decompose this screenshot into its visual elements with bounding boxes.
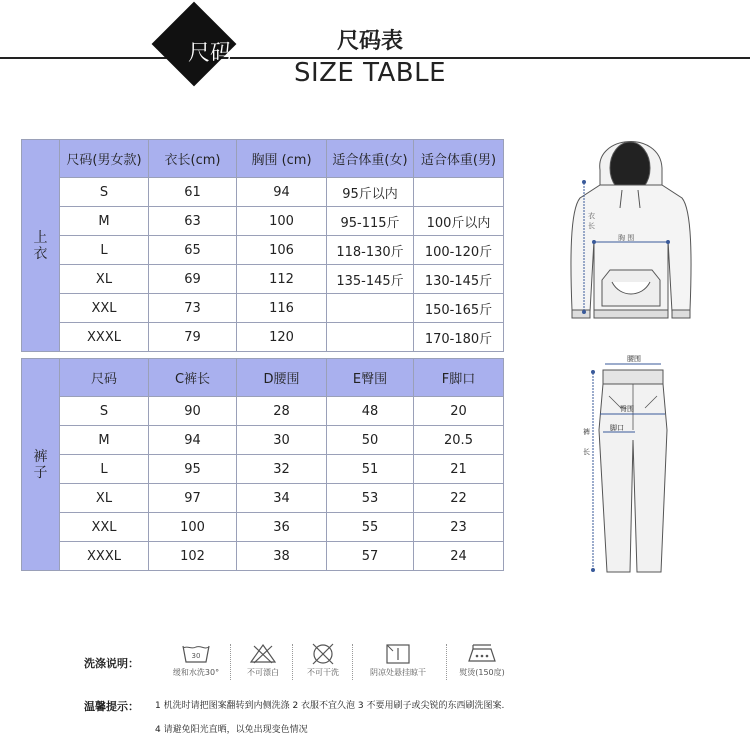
wash-temp-badge: 30 <box>191 652 201 660</box>
care-item-wash <box>168 642 224 678</box>
pants-length-char1: 裤 <box>583 428 590 436</box>
hoodie-length-char2: 长 <box>588 222 595 230</box>
wash-30-icon <box>181 642 211 666</box>
table-row <box>22 236 504 265</box>
pants-length-char2: 长 <box>583 448 590 456</box>
table-row <box>22 294 504 323</box>
table-cell: 51 <box>327 455 414 484</box>
care-separator <box>230 644 232 680</box>
tips-label: 温馨提示： <box>84 700 139 713</box>
table-cell: 48 <box>327 397 414 426</box>
table-cell: 112 <box>237 265 327 294</box>
table-cell: S <box>60 178 149 207</box>
column-header: E臀围 <box>327 359 414 397</box>
table-cell <box>414 178 504 207</box>
care-text-dry: 阴凉处悬挂晾干 <box>370 668 426 677</box>
table-row <box>22 426 504 455</box>
side-label-char: 衣 <box>33 245 48 262</box>
table-cell: 95 <box>149 455 237 484</box>
table-cell: XXXL <box>60 323 149 352</box>
table-cell: 150-165斤 <box>414 294 504 323</box>
table-cell: 97 <box>149 484 237 513</box>
column-header: 胸围 (cm) <box>237 140 327 178</box>
table-cell: 135-145斤 <box>327 265 414 294</box>
table-cell: 34 <box>237 484 327 513</box>
table-cell: S <box>60 397 149 426</box>
care-item-dryclean <box>295 642 351 678</box>
table-cell: M <box>60 207 149 236</box>
table-cell: 53 <box>327 484 414 513</box>
table-cell: 102 <box>149 542 237 571</box>
table-cell: 30 <box>237 426 327 455</box>
table-cell: XL <box>60 265 149 294</box>
table-row <box>22 265 504 294</box>
column-header: 衣长(cm) <box>149 140 237 178</box>
table-row <box>22 323 504 352</box>
table-header-row <box>22 140 504 178</box>
column-header: 尺码(男女款) <box>60 140 149 178</box>
pants-hip-label: 臀围 <box>620 405 634 413</box>
table-cell: 106 <box>237 236 327 265</box>
table-cell: 116 <box>237 294 327 323</box>
iron-150-icon <box>465 642 499 666</box>
table-cell: 65 <box>149 236 237 265</box>
side-label-char: 上 <box>33 229 48 246</box>
table-cell: 79 <box>149 323 237 352</box>
table-cell: 118-130斤 <box>327 236 414 265</box>
table-row <box>22 207 504 236</box>
line-dry-shade-icon <box>383 642 413 666</box>
pants-leg-label: 脚口 <box>610 424 624 432</box>
column-header: 适合体重(男) <box>414 140 504 178</box>
table-cell: 130-145斤 <box>414 265 504 294</box>
table-cell: 94 <box>149 426 237 455</box>
table-row <box>22 397 504 426</box>
no-bleach-icon <box>248 642 278 666</box>
table-cell: XL <box>60 484 149 513</box>
table-row <box>22 178 504 207</box>
care-separator <box>352 644 354 680</box>
table-cell: 120 <box>237 323 327 352</box>
table-cell: 100斤以内 <box>414 207 504 236</box>
care-item-bleach <box>235 642 291 678</box>
table-cell: 61 <box>149 178 237 207</box>
care-item-dry <box>358 642 438 678</box>
table-cell: 100-120斤 <box>414 236 504 265</box>
table-header-row <box>22 359 504 397</box>
table-cell <box>327 323 414 352</box>
top-size-table <box>21 139 504 352</box>
hoodie-diagram <box>550 130 710 330</box>
table-cell: XXL <box>60 294 149 323</box>
table-side-label <box>22 359 60 571</box>
table-cell: 63 <box>149 207 237 236</box>
care-text-dryclean: 不可干洗 <box>307 668 339 677</box>
table-row <box>22 455 504 484</box>
column-header: 适合体重(女) <box>327 140 414 178</box>
no-dryclean-icon <box>308 642 338 666</box>
table-cell: XXXL <box>60 542 149 571</box>
pants-diagram <box>575 350 685 580</box>
table-cell: L <box>60 236 149 265</box>
table-cell: 100 <box>237 207 327 236</box>
hoodie-chest-label: 胸 围 <box>618 234 635 242</box>
column-header: F脚口 <box>414 359 504 397</box>
table-row <box>22 542 504 571</box>
badge-label: 尺码 <box>187 41 232 66</box>
tips-line-1: 1 机洗时请把图案翻转到内侧洗涤 2 衣服不宜久泡 3 不要用刷子或尖锐的东西刷洗图案. <box>155 701 505 711</box>
care-text-iron: 熨烫(150度) <box>459 668 505 677</box>
table-cell: 73 <box>149 294 237 323</box>
care-separator <box>446 644 448 680</box>
column-header: C裤长 <box>149 359 237 397</box>
table-row <box>22 484 504 513</box>
page-title-en: SIZE TABLE <box>293 58 447 88</box>
pants-waist-label: 腰围 <box>627 355 641 363</box>
care-separator <box>292 644 294 680</box>
table-cell <box>327 294 414 323</box>
pants-size-table <box>21 358 504 571</box>
table-cell: 55 <box>327 513 414 542</box>
hoodie-length-char1: 衣 <box>588 212 595 220</box>
table-cell: 95-115斤 <box>327 207 414 236</box>
table-cell: 95斤以内 <box>327 178 414 207</box>
table-cell: 94 <box>237 178 327 207</box>
table-cell: L <box>60 455 149 484</box>
table-row <box>22 513 504 542</box>
table-cell: M <box>60 426 149 455</box>
care-text-bleach: 不可漂白 <box>247 668 279 677</box>
table-cell: 20.5 <box>414 426 504 455</box>
page-title-cn: 尺码表 <box>336 29 403 54</box>
table-cell: 21 <box>414 455 504 484</box>
side-label-char: 裤 <box>33 448 48 465</box>
table-cell: 28 <box>237 397 327 426</box>
column-header: D腰围 <box>237 359 327 397</box>
table-cell: 69 <box>149 265 237 294</box>
table-cell: 57 <box>327 542 414 571</box>
table-cell: 20 <box>414 397 504 426</box>
table-cell: 23 <box>414 513 504 542</box>
care-label: 洗涤说明： <box>84 657 139 670</box>
table-cell: 170-180斤 <box>414 323 504 352</box>
table-cell: 50 <box>327 426 414 455</box>
column-header: 尺码 <box>60 359 149 397</box>
side-label-char: 子 <box>33 464 48 481</box>
table-cell: 22 <box>414 484 504 513</box>
table-side-label <box>22 140 60 352</box>
table-cell: 36 <box>237 513 327 542</box>
table-cell: 100 <box>149 513 237 542</box>
table-cell: XXL <box>60 513 149 542</box>
table-cell: 24 <box>414 542 504 571</box>
table-cell: 38 <box>237 542 327 571</box>
table-cell: 32 <box>237 455 327 484</box>
care-item-iron <box>450 642 514 678</box>
care-text-wash: 缓和水洗30° <box>172 668 220 677</box>
table-cell: 90 <box>149 397 237 426</box>
tips-line-2: 4 请避免阳光直晒，以免出现变色情况 <box>155 725 308 735</box>
